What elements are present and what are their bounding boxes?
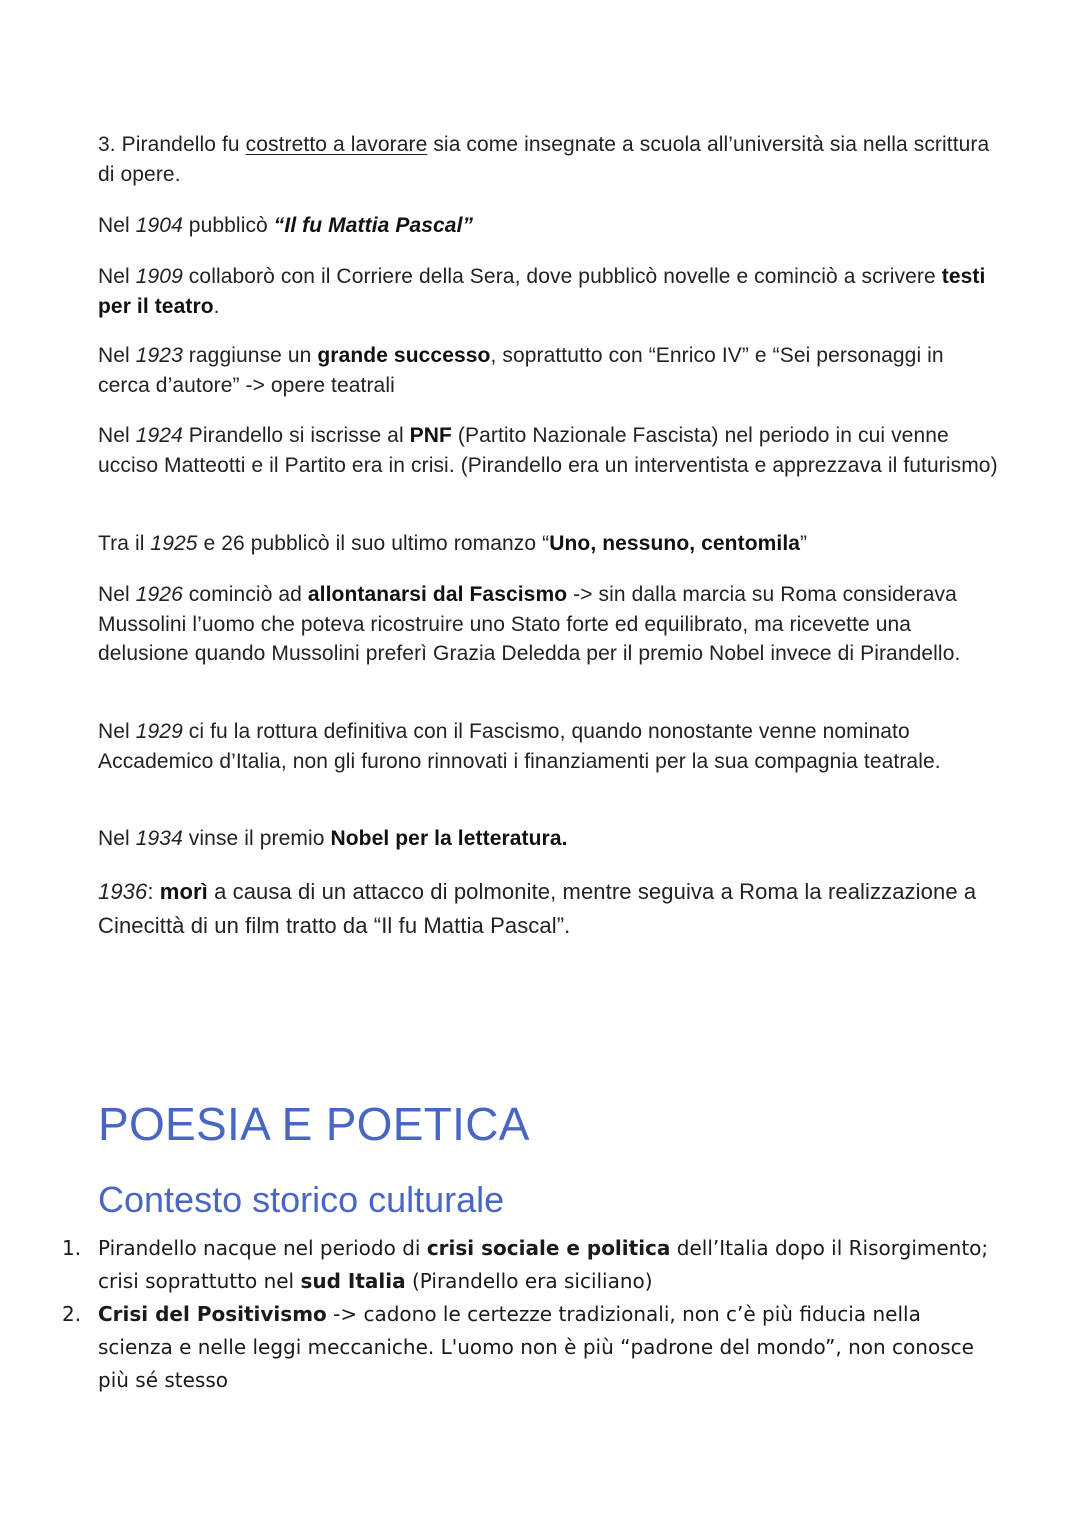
list-number: 2. xyxy=(62,1302,82,1326)
bold-phrase: Nobel per la letteratura. xyxy=(330,827,568,850)
bold-phrase: testi per il teatro xyxy=(98,265,986,318)
year: 1909 xyxy=(135,265,183,288)
list-number: 1. xyxy=(62,1236,82,1260)
section-heading: POESIA E POETICA xyxy=(98,1098,530,1150)
paragraph-1926: Nel 1926 cominciò ad allontanarsi dal Fascismo -> sin dalla marcia su Roma considerava Mussolini l’uomo che poteva ricostruire uno Stato forte ed equilibrato, ma ricevette una delusione quando Mussolini preferì Grazia Deledda per il premio Nobel invece di Pirandello. xyxy=(98,583,961,665)
underlined-phrase: costretto a lavorare xyxy=(245,133,428,156)
bold-phrase: sud Italia xyxy=(300,1269,406,1293)
bold-phrase: morì xyxy=(159,879,208,904)
paragraph-1923: Nel 1923 raggiunse un grande successo, soprattutto con “Enrico IV” e “Sei personaggi in cerca d’autore” -> opere teatrali xyxy=(98,344,944,397)
paragraph-1909: Nel 1909 collaborò con il Corriere della Sera, dove pubblicò novelle e cominciò a scrivere testi per il teatro. xyxy=(98,265,986,318)
paragraph-1924: Nel 1924 Pirandello si iscrisse al PNF (Partito Nazionale Fascista) nel periodo in cui venne ucciso Matteotti e il Partito era in crisi. (Pirandello era un interventista e apprezzava il futurismo) xyxy=(98,424,998,477)
year: 1904 xyxy=(135,214,183,237)
paragraph-1904: Nel 1904 pubblicò “Il fu Mattia Pascal” xyxy=(98,214,474,237)
year: 1929 xyxy=(135,720,183,743)
paragraph-1936: 1936: morì a causa di un attacco di polmonite, mentre seguiva a Roma la realizzazione a Cinecittà di un film tratto da “Il fu Mattia Pascal”. xyxy=(98,879,977,938)
bold-phrase: Crisi del Positivismo xyxy=(98,1302,327,1326)
book-title: “Il fu Mattia Pascal” xyxy=(273,214,474,237)
subsection-heading: Contesto storico culturale xyxy=(98,1179,505,1220)
paragraph-1925: Tra il 1925 e 26 pubblicò il suo ultimo romanzo “Uno, nessuno, centomila” xyxy=(98,532,808,555)
year: 1926 xyxy=(135,583,183,606)
paragraph-1929: Nel 1929 ci fu la rottura definitiva con il Fascismo, quando nonostante venne nominato Accademico d’Italia, non gli furono rinnovati i finanziamenti per la sua compagnia teatrale. xyxy=(98,720,941,773)
bold-phrase: grande successo xyxy=(317,344,491,367)
year: 1924 xyxy=(135,424,183,447)
year: 1934 xyxy=(135,827,183,850)
numbered-list xyxy=(62,1232,992,1397)
list-item: 1. Pirandello nacque nel periodo di crisi sociale e politica dell’Italia dopo il Risorgimento; crisi soprattutto nel sud Italia (Pirandello era siciliano) xyxy=(62,1232,992,1298)
bold-phrase: allontanarsi dal Fascismo xyxy=(307,583,568,606)
bold-phrase: PNF xyxy=(409,424,452,447)
paragraph-1934: Nel 1934 vinse il premio Nobel per la letteratura. xyxy=(98,827,568,850)
paragraph-work: 3. Pirandello fu costretto a lavorare sia come insegnate a scuola all’università sia nella scrittura di opere. xyxy=(98,133,990,186)
year: 1936 xyxy=(98,879,148,904)
list-item: 2. Crisi del Positivismo -> cadono le certezze tradizionali, non c’è più fiducia nella scienza e nelle leggi meccaniche. L'uomo non è più “padrone del mondo”, non conosce più sé stesso xyxy=(62,1298,992,1397)
bold-phrase: crisi sociale e politica xyxy=(426,1236,671,1260)
bold-phrase: Uno, nessuno, centomila xyxy=(549,532,801,555)
year: 1923 xyxy=(135,344,183,367)
year: 1925 xyxy=(150,532,198,555)
